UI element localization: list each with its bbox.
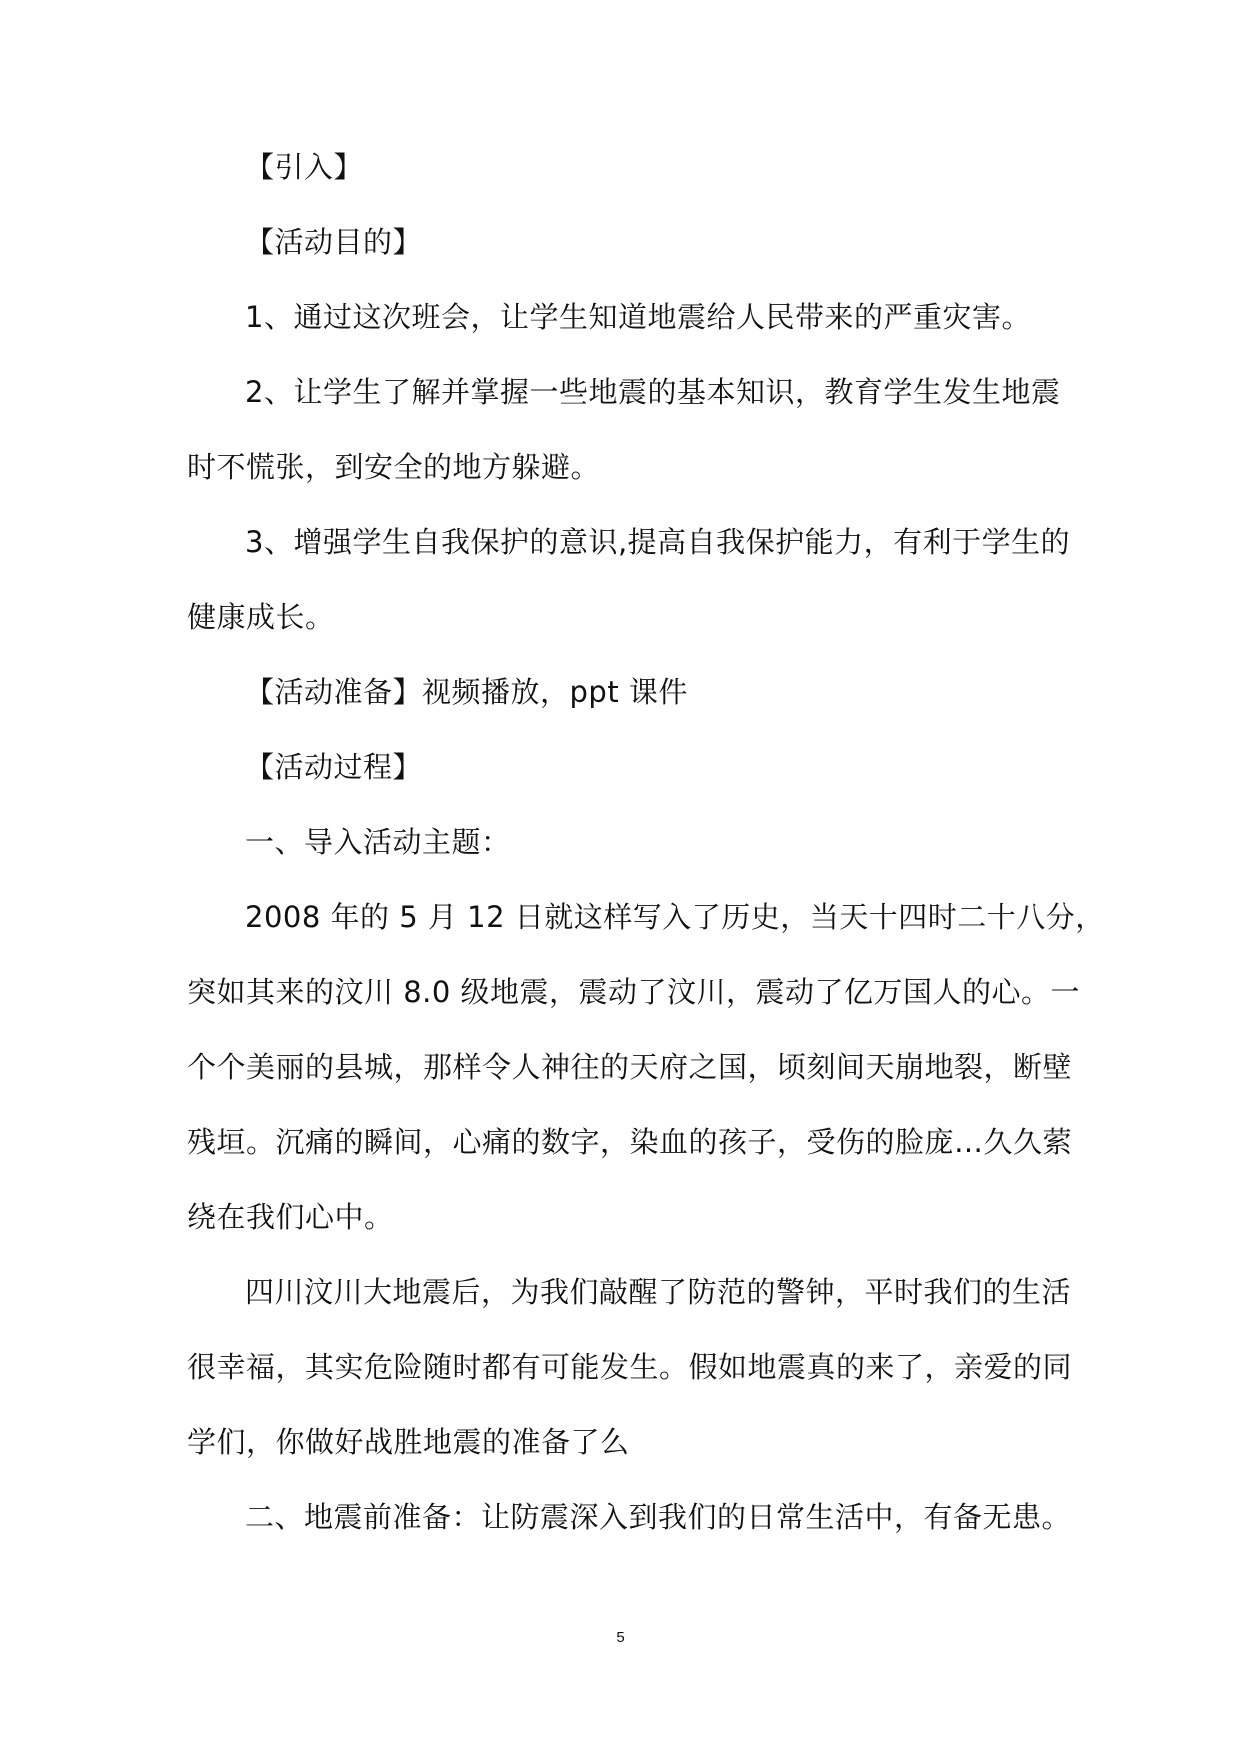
objective-item-3-line-2: 健康成长。	[187, 600, 335, 634]
objective-item-2-line-2: 时不慌张，到安全的地方躲避。	[187, 450, 601, 484]
activity-preparation: 【活动准备】视频播放，ppt 课件	[245, 675, 688, 709]
paragraph-line: 四川汶川大地震后，为我们敲醒了防范的警钟，平时我们的生活	[245, 1275, 1072, 1309]
process-step-2-heading: 二、地震前准备：让防震深入到我们的日常生活中，有备无患。	[245, 1500, 1072, 1534]
paragraph-line: 绕在我们心中。	[187, 1200, 394, 1234]
objective-item-2-line-1: 2、让学生了解并掌握一些地震的基本知识，教育学生发生地震	[245, 375, 1061, 409]
section-heading-intro: 【引入】	[245, 150, 364, 184]
paragraph-line: 很幸福，其实危险随时都有可能发生。假如地震真的来了，亲爱的同	[187, 1350, 1073, 1384]
process-step-1-heading: 一、导入活动主题：	[245, 825, 511, 859]
paragraph-line: 学们，你做好战胜地震的准备了么	[187, 1425, 630, 1459]
objective-item-1: 1、通过这次班会，让学生知道地震给人民带来的严重灾害。	[245, 300, 1031, 334]
paragraph-line: 残垣。沉痛的瞬间，心痛的数字，染血的孩子，受伤的脸庞…久久萦	[187, 1125, 1073, 1159]
section-heading-process: 【活动过程】	[245, 750, 423, 784]
paragraph-line: 个个美丽的县城，那样令人神往的天府之国，顷刻间天崩地裂，断壁	[187, 1050, 1073, 1084]
section-heading-objectives: 【活动目的】	[245, 225, 423, 259]
paragraph-line: 2008 年的 5 月 12 日就这样写入了历史，当天十四时二十八分，	[245, 900, 1105, 934]
page-number: 5	[616, 1629, 625, 1646]
paragraph-line: 突如其来的汶川 8.0 级地震，震动了汶川，震动了亿万国人的心。一	[187, 975, 1081, 1009]
objective-item-3-line-1: 3、增强学生自我保护的意识,提高自我保护能力，有利于学生的	[245, 525, 1071, 559]
